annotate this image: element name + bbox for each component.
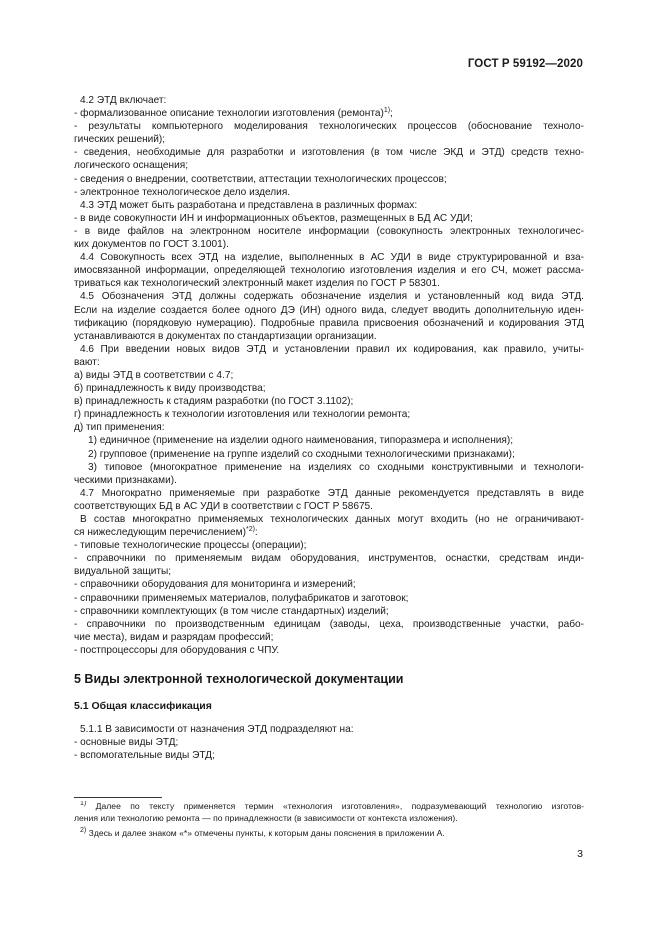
footnote-mark: 1) — [80, 801, 87, 807]
text-line-content: - электронное технологическое дело изделия. — [74, 186, 291, 198]
text-line — [74, 592, 584, 605]
text-line — [74, 487, 584, 500]
text-line-content: устанавливаются в документах по стандартизации организации. — [74, 330, 377, 342]
text-line — [74, 277, 584, 290]
text-line — [74, 304, 584, 317]
text-line-content: 4.6 При введении новых видов ЭТД и установлении правил их кодирования, как правило, учиты- — [80, 343, 584, 355]
text-line — [74, 434, 584, 447]
text-line — [74, 618, 584, 631]
text-line — [74, 343, 584, 356]
text-line-content: имосвязанной информации, определяющей технологию изготовления изделия и его СЧ, может рассма- — [74, 265, 584, 277]
footnote-reference: 1) — [383, 107, 391, 115]
text-line-content: чие места), видам и разрядам профессий; — [74, 631, 274, 643]
text-line — [74, 120, 584, 133]
text-line-content: д) тип применения: — [74, 422, 165, 434]
text-line — [74, 408, 584, 421]
footnote-mark: 2) — [80, 827, 87, 834]
text-line — [74, 605, 584, 618]
footnotes — [74, 801, 584, 840]
text-line — [74, 552, 584, 565]
text-line — [74, 369, 584, 382]
text-line-content: - постпроцессоры для оборудования с ЧПУ. — [74, 644, 280, 656]
text-line — [74, 448, 584, 461]
text-line — [74, 199, 584, 212]
text-line-content: - формализованное описание технологии изготовления (ремонта) — [74, 108, 384, 120]
text-line-content: - справочники по производственным единицам (заводы, цеха, производственные участки, рабо- — [74, 618, 584, 630]
text-line-content: - справочники применяемых материалов, полуфабрикатов и заготовок; — [74, 592, 409, 604]
text-line — [74, 356, 584, 369]
text-line-content: б) принадлежность к виду производства; — [74, 383, 266, 395]
text-line — [74, 159, 584, 172]
text-line — [74, 526, 584, 539]
text-line-content: г) принадлежность к технологии изготовления или технологии ремонта; — [74, 409, 411, 421]
text-line-content: ких документов по ГОСТ 3.1001). — [74, 239, 229, 251]
text-line — [74, 382, 584, 395]
subsection-heading: 5.1 Общая классификация — [74, 700, 212, 713]
footnote-reference: *2) — [245, 526, 255, 534]
text-line-content: ческими признаками). — [74, 474, 177, 486]
text-line — [74, 94, 584, 107]
text-line-content: - справочники комплектующих (в том числе стандартных) изделий; — [74, 605, 389, 617]
text-line — [74, 539, 584, 552]
text-line — [74, 578, 584, 591]
text-line-content: - в виде файлов на электронном носителе информации (совокупность электронных технологичес- — [74, 225, 584, 237]
text-line-tail: : — [254, 527, 258, 539]
text-line — [74, 146, 584, 159]
text-line-content: 2) групповое (применение на группе изделий со сходными технологическими признаками); — [88, 448, 515, 460]
footnote-text: Здесь и далее знаком «*» отмечены пункты, к которым даны пояснения в приложении А. — [86, 828, 445, 838]
text-line-content: вают: — [74, 356, 100, 368]
text-line — [74, 186, 584, 199]
text-line-content: логического оснащения; — [74, 160, 189, 172]
text-line-content: соответствующих БД в АС УДИ в соответствии с ГОСТ Р 58675. — [74, 500, 373, 512]
text-line — [74, 421, 584, 434]
footnote — [74, 801, 584, 813]
section-heading: 5 Виды электронной технологической документации — [74, 672, 404, 687]
text-line — [74, 330, 584, 343]
text-line — [74, 173, 584, 186]
text-line — [74, 565, 584, 578]
text-line-content: гических решений); — [74, 134, 166, 146]
text-line-tail: ; — [390, 108, 393, 120]
text-line — [74, 238, 584, 251]
text-line-content: - вспомогательные виды ЭТД; — [74, 750, 215, 762]
text-line-content: 4.3 ЭТД может быть разработана и представлена в различных формах: — [80, 199, 418, 211]
text-line-content: триваться как технологический электронный макет изделия по ГОСТ Р 58301. — [74, 278, 440, 290]
footnote — [74, 828, 584, 840]
text-line-content: - в виде совокупности ИН и информационных объектов, размещенных в БД АС УДИ; — [74, 212, 473, 224]
document-body — [74, 94, 584, 763]
text-line — [74, 133, 584, 146]
text-line — [74, 723, 584, 736]
text-line — [74, 736, 584, 749]
footnote-text: Далее по тексту применяется термин «технология изготовления», подразумевающий технологию изготов- — [86, 801, 584, 811]
text-line — [74, 474, 584, 487]
text-line-content: - справочники оборудования для мониторинга и измерений; — [74, 579, 356, 591]
text-line-content: - сведения о внедрении, соответствии, аттестации технологических процессов; — [74, 173, 447, 185]
text-line-content: 5.1.1 В зависимости от назначения ЭТД подразделяют на: — [80, 724, 354, 736]
text-line-content: ся нижеследующим перечислением) — [74, 527, 246, 539]
text-line — [74, 749, 584, 762]
text-line — [74, 317, 584, 330]
text-line — [74, 644, 584, 657]
text-line — [74, 225, 584, 238]
text-line-content: 1) единичное (применение на изделии одного наименования, типоразмера и исполнения); — [88, 435, 514, 447]
text-line — [74, 631, 584, 644]
text-line-content: 3) типовое (многократное применение на изделиях со сходными конструктивными и технологи- — [88, 461, 584, 473]
text-line-content: В состав многократно применяемых технологических данных могут входить (но не ограничивают- — [80, 514, 584, 525]
document-header: ГОСТ Р 59192—2020 — [467, 58, 583, 70]
text-line — [74, 500, 584, 513]
footnote-continuation: ления или технологию ремонта — по принадлежности (в зависимости от контекста изложения). — [74, 812, 458, 823]
text-line-content: 4.7 Многократно применяемые при разработке ЭТД данные рекомендуется представлять в виде — [80, 487, 584, 499]
text-line — [74, 212, 584, 225]
text-line — [74, 264, 584, 277]
body-text — [74, 94, 584, 657]
text-line — [74, 251, 584, 264]
text-line — [74, 461, 584, 474]
footnote-divider — [74, 797, 162, 798]
text-line — [74, 290, 584, 303]
text-line-content: - основные виды ЭТД; — [74, 737, 179, 749]
text-line-content: Если на изделие создается более одного ДЭ (ИН) одного вида, следует вводить дополнительную иден- — [74, 304, 584, 316]
text-line-content: а) виды ЭТД в соответствии с 4.7; — [74, 369, 234, 381]
text-line — [74, 513, 584, 526]
page-number: 3 — [577, 848, 583, 860]
text-line-content: 4.2 ЭТД включает: — [80, 95, 167, 106]
text-line — [74, 395, 584, 408]
text-line-content: - справочники по применяемым видам оборудования, инструментов, оснастки, средствам инди- — [74, 553, 584, 565]
text-line-content: видуальной защиты; — [74, 566, 172, 578]
text-line-content: тификацию (порядковую нумерацию). Подробные правила присвоения обозначений и кодирования ЭТД — [74, 317, 584, 329]
section-text — [74, 723, 584, 762]
text-line-content: - сведения, необходимые для разработки и изготовления (в том числе ЭКД и ЭТД) средств техно- — [74, 147, 584, 159]
text-line-content: 4.5 Обозначения ЭТД должны содержать обозначение изделия и установленный код вида ЭТД. — [80, 291, 584, 303]
text-line — [74, 107, 584, 120]
text-line-content: - результаты компьютерного моделирования технологических процессов (обоснование техноло- — [74, 121, 584, 133]
text-line-content: - типовые технологические процессы (операции); — [74, 540, 307, 552]
text-line-content: 4.4 Совокупность всех ЭТД на изделие, выполненных в АС УДИ в виде структурированной и вза- — [80, 252, 584, 264]
text-line-content: в) принадлежность к стадиям разработки (по ГОСТ 3.1102); — [74, 396, 354, 408]
